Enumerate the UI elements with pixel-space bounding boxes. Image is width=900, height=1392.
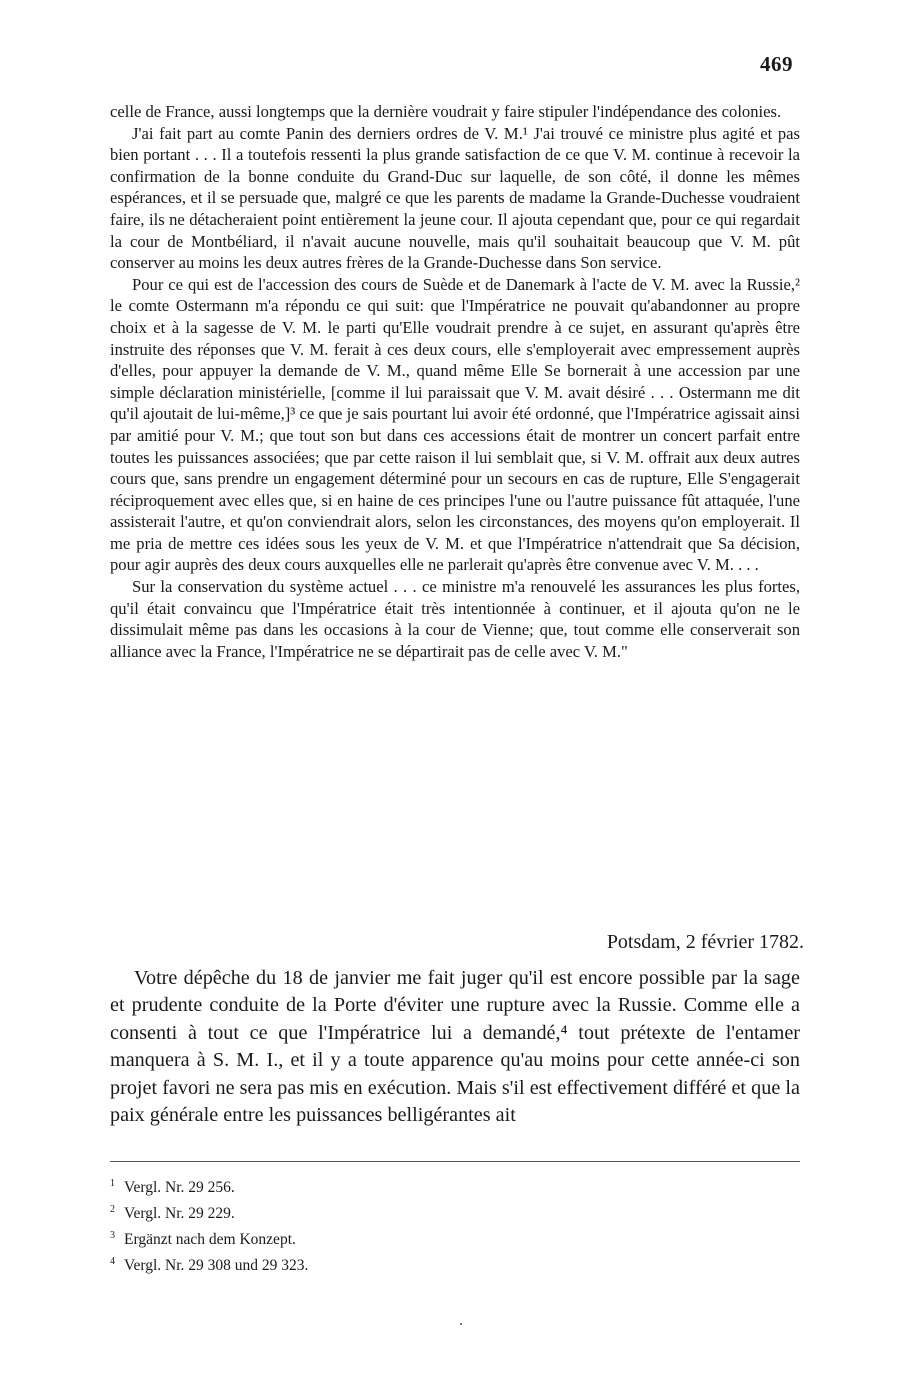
footnote-text: Vergl. Nr. 29 308 und 29 323.	[124, 1257, 309, 1275]
letter-paragraph-1: celle de France, aussi longtemps que la dernière voudrait y faire stipuler l'indépendance des colonies.	[110, 102, 782, 121]
footnote-rule	[110, 1161, 800, 1162]
footnote-2	[110, 1199, 800, 1225]
footnote-3	[110, 1225, 800, 1251]
footnote-text: Ergänzt nach dem Konzept.	[124, 1231, 296, 1249]
footnote-1	[110, 1173, 800, 1199]
footnote-text: Vergl. Nr. 29 256.	[124, 1179, 235, 1197]
letter-paragraph-2: J'ai fait part au comte Panin des derniers ordres de V. M.¹ J'ai trouvé ce ministre plus agité et pas bien portant . . . Il a toutefois ressenti la plus grande satisfaction de ce que V. M. continue à recevoir la confirmation de la bonne conduite du Grand-Duc sur laquelle, de son côté, il donne les mêmes espérances, et il se persuade que, malgré ce que les parents de madame la Grande-Duchesse voudraient faire, ils ne détacheraient point entièrement la jeune cour. Il ajouta cependant que, pour ce qui regardait la cour de Montbéliard, il n'avait aucune nouvelle, mais qu'il souhaitait beaucoup que V. M. pût conserver au moins les deux autres frères de la Grande-Duchesse dans Son service.	[110, 123, 800, 273]
footnote-mark: 3	[110, 1230, 115, 1242]
letter-paragraph-4: Sur la conservation du système actuel . . . ce ministre m'a renouvelé les assurances les plus fortes, qu'il était convaincu que l'Impératrice était très intentionnée à continuer, et il ajouta qu'on ne le dissimulait même pas dans les occasions à la cour de Vienne; que, tout comme elle conserverait son alliance avec la France, l'Impératrice ne se départirait pas de celle avec V. M."	[110, 577, 800, 661]
footnote-text: Vergl. Nr. 29 229.	[124, 1205, 235, 1223]
dateline: Potsdam, 2 février 1782.	[606, 931, 804, 953]
footnote-4	[110, 1251, 800, 1277]
letter-paragraph-3: Pour ce qui est de l'accession des cours de Suède et de Danemark à l'acte de V. M. avec la Russie,² le comte Ostermann m'a répondu ce qui suit: que l'Impératrice ne pouvait qu'abandonner au propre choix et à la sagesse de V. M. le parti qu'Elle voudrait prendre à ce sujet, en assurant qu'après être instruite des réponses que V. M. ferait à ces deux cours, elle s'employerait avec empressement auprès d'elles, pour appuyer la demande de V. M., quand même Elle Se bornerait à une accession par une simple déclaration ministérielle, [comme il lui paraissait que V. M. avait désiré . . . Ostermann me dit qu'il ajoutait de lui-même,]³ ce que je sais pourtant lui avoir été ordonné, que l'Impératrice agissait ainsi par amitié pour V. M.; que tout son but dans ces accessions était de montrer un concert parfait entre toutes les puissances associées; que par cette raison il lui semblait que, si V. M. offrait aux deux autres cours que, sans prendre un engagement déterminé pour un secours en cas de rupture, Elle S'engagerait réciproquement avec elles que, si en haine de ces principes l'une ou l'autre puissance fût attaquée, l'une assisterait l'autre, et qu'on conviendrait alors, selon les circonstances, des moyens qu'on employerait. Il me pria de mettre ces idées sous les yeux de V. M. et que l'Impératrice n'attendrait que Sa décision, pour agir auprès des deux cours auxquelles elle ne parlerait qu'après être convenue avec V. M. . . .	[110, 274, 800, 575]
main-text	[110, 965, 800, 1129]
footnote-mark: 4	[110, 1256, 115, 1268]
main-paragraph: Votre dépêche du 18 de janvier me fait juger qu'il est encore possible par la sage et prudente conduite de la Porte d'éviter une rupture avec la Russie. Comme elle a consenti à tout ce que l'Impératrice lui a demandé,⁴ tout prétexte de l'entamer manquera à S. M. I., et il y a toute apparence qu'au moins pour cette année-ci son projet favori ne sera pas mis en exécution. Mais s'il est effectivement différé et que la paix générale entre les puissances belligérantes ait	[110, 967, 800, 1127]
footnote-mark: 2	[110, 1204, 115, 1216]
footnotes	[110, 1173, 800, 1278]
footnote-mark: 1	[110, 1178, 115, 1189]
print-speck	[460, 1323, 462, 1325]
quoted-letter	[110, 101, 800, 662]
page-number: 469	[760, 52, 793, 76]
